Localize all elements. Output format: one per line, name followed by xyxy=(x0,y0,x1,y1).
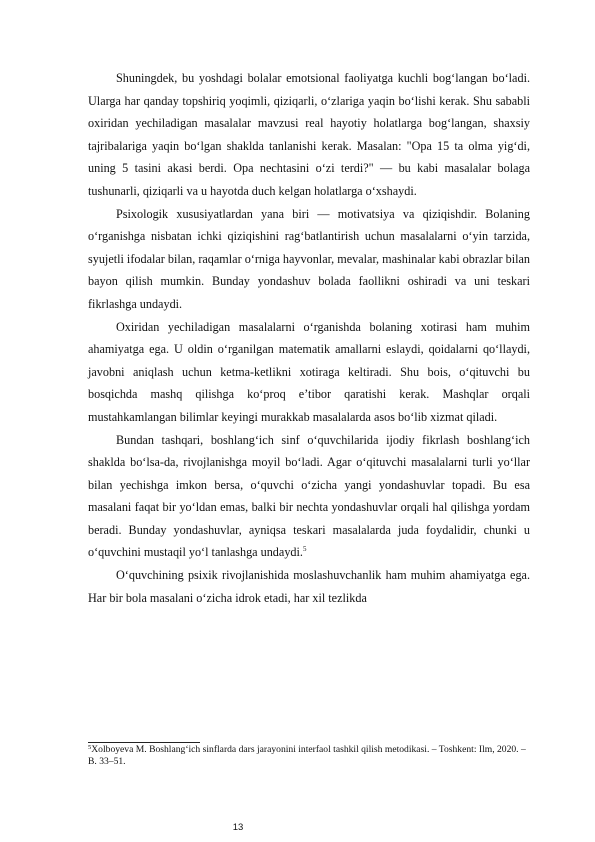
paragraph-5: O‘quvchining psixik rivojlanishida moslashuvchanlik ham muhim ahamiyatga ega. Har bir bola masalani o‘zicha idrok etadi, har xil tezlikda xyxy=(88,568,530,605)
footnote-separator xyxy=(88,742,200,743)
paragraph-2: Psixologik xususiyatlardan yana biri — motivatsiya va qiziqishdir. Bolaning o‘rganishga nisbatan ichki qiziqishini rag‘batlantirish uchun masalalarni o‘yin tarzida, syujetli ifodalar bilan, raqamlar o‘rniga hayvonlar, mevalar, mashinalar kabi obrazlar bilan bayon qilish mumkin. Bunday yondashuv bolada faollikni oshiradi va uni teskari fikrlashga undaydi. xyxy=(88,206,530,311)
page-number: 13 xyxy=(232,822,244,833)
footnote-text: Xolboyeva M. Boshlang‘ich sinflarda dars jarayonini interfaol tashkil qilish metodikasi. – Toshkent: Ilm, 2020. – B. 33–51. xyxy=(88,744,526,768)
paragraph-4 xyxy=(88,429,530,565)
paragraph-3: Oxiridan yechiladigan masalalarni o‘rganishda bolaning xotirasi ham muhim ahamiyatga ega. U oldin o‘rganilgan matematik amallarni eslaydi, qoidalarni qo‘llaydi, javobni aniqlash uchun ketma-ketlikni xotiraga keltiradi. Shu bois, o‘qituvchi bu bosqichda mashq qilishga ko‘proq e’tibor qaratishi kerak. Mashqlar orqali mustahkamlangan bilimlar keyingi murakkab masalalarda asos bo‘lib xizmat qiladi. xyxy=(88,319,530,424)
paragraph-1: Shuningdek, bu yoshdagi bolalar emotsional faoliyatga kuchli bog‘langan bo‘ladi. Ularga har qanday topshiriq yoqimli, qiziqarli, o‘zlariga yaqin bo‘lishi kerak. Shu sababli oxiridan yechiladigan masalalar mavzusi real hayotiy holatlarga bog‘langan, shaxsiy tajribalariga yaqin bo‘lgan shaklda tanlanishi kerak. Masalan: "Opa 15 ta olma yig‘di, uning 5 tasini akasi berdi. Opa nechtasini o‘zi terdi?" — bu kabi masalalar bolaga tushunarli, qiziqarli va u hayotda duch kelgan holatlarga o‘xshaydi. xyxy=(88,71,530,198)
footnote-mark: 5 xyxy=(88,744,92,751)
body-text xyxy=(88,67,530,609)
paragraph-4-text: Bundan tashqari, boshlang‘ich sinf o‘quvchilarida ijodiy fikrlash boshlang‘ich shaklda bo‘lsa-da, rivojlanishga moyil bo‘ladi. Agar o‘qituvchi masalalarni turli yo‘llar bilan yechishga imkon bersa, o‘quvchi o‘zicha yangi yondashuvlar topadi. Bu esa masalani faqat bir yo‘ldan emas, balki bir nechta yondashuvlar orqali hal qilishga yordam beradi. Bunday yondashuvlar, ayniqsa teskari masalalarda juda foydalidir, chunki u o‘quvchini mustaqil yo‘l tanlashga undaydi. xyxy=(88,432,530,560)
footnote-reference[interactable]: 5 xyxy=(302,545,307,554)
footnote xyxy=(88,744,530,769)
